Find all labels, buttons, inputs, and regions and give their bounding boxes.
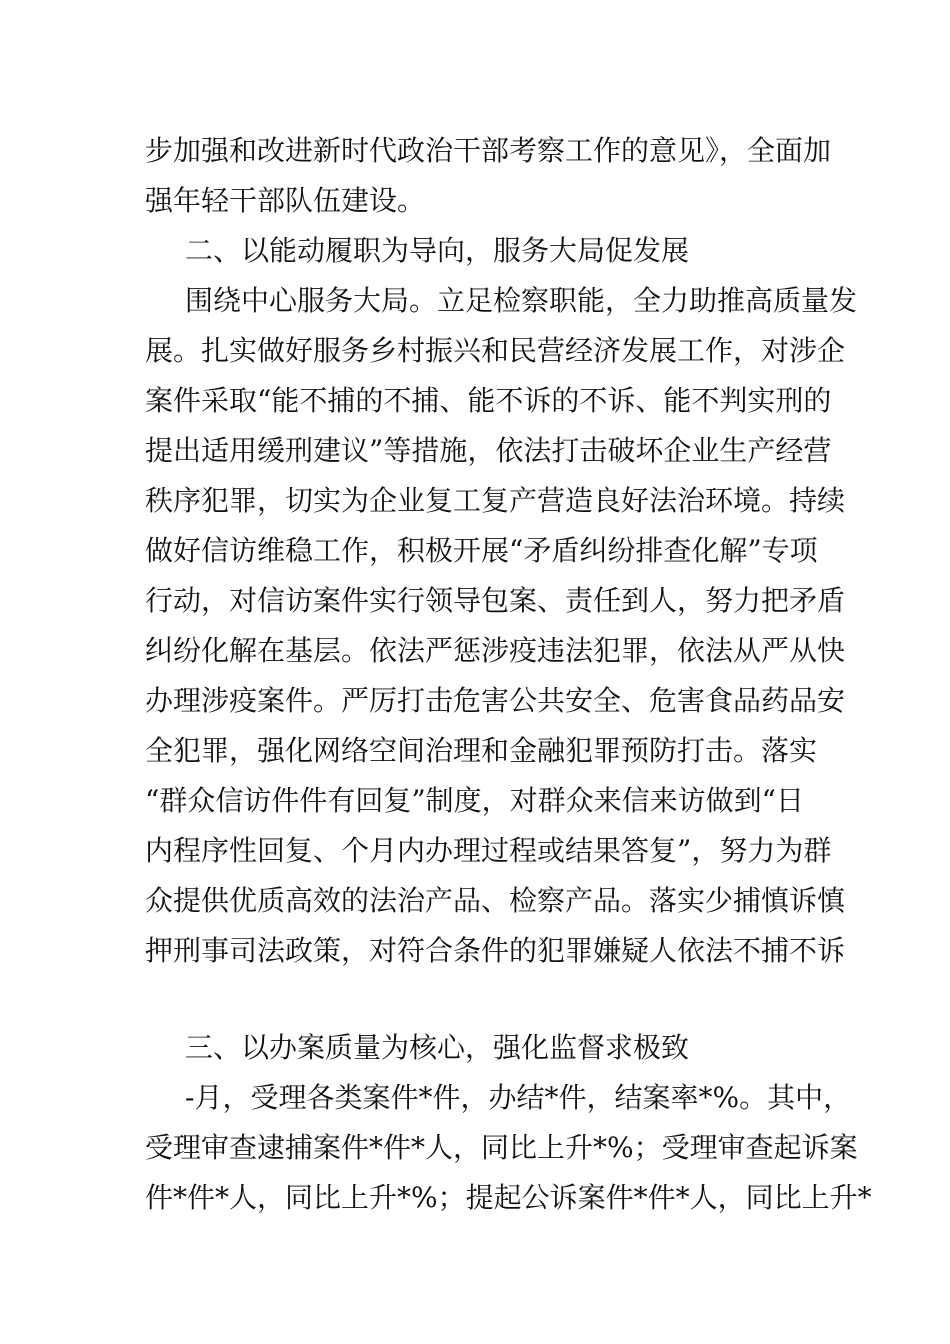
paragraph-line: -月，受理各类案件*件，办结*件，结案率*%。其中， <box>185 1081 852 1114</box>
paragraph-line: 展。扎实做好服务乡村振兴和民营经济发展工作，对涉企 <box>145 334 846 367</box>
paragraph-line: 行动，对信访案件实行领导包案、责任到人，努力把矛盾 <box>145 584 846 617</box>
paragraph-line: 受理审查逮捕案件*件*人，同比上升*%；受理审查起诉案 <box>145 1131 858 1164</box>
paragraph-line: 秩序犯罪，切实为企业复工复产营造良好法治环境。持续 <box>145 484 846 517</box>
paragraph-line: 做好信访维稳工作，积极开展“矛盾纠纷排查化解”专项 <box>145 534 818 567</box>
section-heading: 二、以能动履职为导向，服务大局促发展 <box>185 234 690 267</box>
paragraph-line: 内程序性回复、个月内办理过程或结果答复”，努力为群 <box>145 834 832 867</box>
paragraph-line: 全犯罪，强化网络空间治理和金融犯罪预防打击。落实 <box>145 734 818 767</box>
paragraph-line: 强年轻干部队伍建设。 <box>145 184 426 217</box>
paragraph-line: 步加强和改进新时代政治干部考察工作的意见》，全面加 <box>145 134 832 167</box>
paragraph-line: 众提供优质高效的法治产品、检察产品。落实少捕慎诉慎 <box>145 884 846 917</box>
paragraph-line: 案件采取“能不捕的不捕、能不诉的不诉、能不判实刑的 <box>145 384 832 417</box>
paragraph-line: 围绕中心服务大局。立足检察职能，全力助推高质量发 <box>185 284 858 317</box>
paragraph-line: “群众信访件件有回复”制度，对群众来信来访做到“日 <box>145 784 804 817</box>
paragraph-line: 办理涉疫案件。严厉打击危害公共安全、危害食品药品安 <box>145 684 846 717</box>
paragraph-line: 件*件*人，同比上升*%；提起公诉案件*件*人，同比上升* <box>145 1181 872 1214</box>
section-heading: 三、以办案质量为核心，强化监督求极致 <box>185 1031 690 1064</box>
paragraph-line: 押刑事司法政策，对符合条件的犯罪嫌疑人依法不捕不诉 <box>145 934 846 967</box>
paragraph-line: 提出适用缓刑建议”等措施，依法打击破坏企业生产经营 <box>145 434 832 467</box>
paragraph-line: 纠纷化解在基层。依法严惩涉疫违法犯罪，依法从严从快 <box>145 634 846 667</box>
